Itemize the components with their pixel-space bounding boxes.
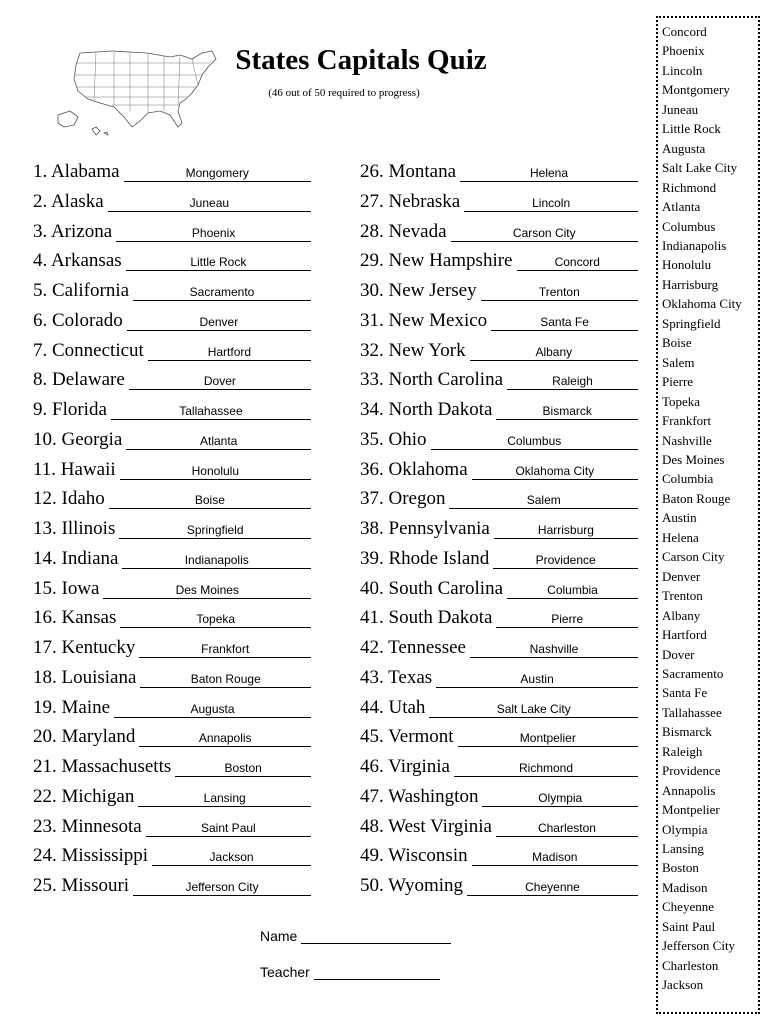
us-map-image <box>52 45 222 141</box>
question-row <box>360 426 640 456</box>
question-row <box>33 307 313 337</box>
question-row <box>360 694 640 724</box>
word-bank-item: Des Moines <box>662 451 725 467</box>
question-row <box>360 396 640 426</box>
answer-field[interactable]: Honolulu <box>120 464 311 480</box>
word-bank-item: Richmond <box>662 179 717 195</box>
question-row <box>360 634 640 664</box>
word-bank-item: Trenton <box>662 588 703 604</box>
name-field[interactable] <box>260 928 451 944</box>
question-label: 32. New York <box>360 339 466 361</box>
answer-field[interactable]: Topeka <box>120 612 311 628</box>
answer-field[interactable]: Charleston <box>496 821 638 837</box>
answer-field[interactable]: Bismarck <box>496 404 638 420</box>
question-label: 29. New Hampshire <box>360 250 513 272</box>
question-row <box>33 664 313 694</box>
question-label: 11. Hawaii <box>33 458 116 480</box>
question-label: 22. Michigan <box>33 785 135 807</box>
answer-field[interactable]: Albany <box>470 345 638 361</box>
question-label: 44. Utah <box>360 696 426 718</box>
question-label: 26. Montana <box>360 161 457 182</box>
word-bank-item: Nashville <box>662 432 712 448</box>
question-row <box>360 366 640 396</box>
word-bank-item: Denver <box>662 568 701 584</box>
word-bank-item: Columbia <box>662 471 714 487</box>
answer-field[interactable]: Jackson <box>152 850 311 866</box>
word-bank-item: Atlanta <box>662 199 701 215</box>
question-label: 10. Georgia <box>33 428 123 450</box>
name-label: Name <box>260 928 298 944</box>
question-row <box>360 158 640 188</box>
question-row <box>33 456 313 486</box>
question-label: 19. Maine <box>33 696 111 718</box>
answer-field[interactable]: Springfield <box>119 523 311 539</box>
word-bank-item: Annapolis <box>662 782 716 798</box>
question-row <box>33 426 313 456</box>
word-bank-item: Madison <box>662 879 708 895</box>
question-label: 14. Indiana <box>33 547 119 569</box>
answer-field[interactable]: Saint Paul <box>146 821 311 837</box>
question-label: 13. Illinois <box>33 518 116 539</box>
question-label: 16. Kansas <box>33 607 117 629</box>
question-label: 31. New Mexico <box>360 309 488 331</box>
question-row <box>360 515 640 545</box>
question-label: 15. Iowa <box>33 577 100 599</box>
answer-field[interactable]: Austin <box>436 672 638 688</box>
answer-field[interactable]: Atlanta <box>126 434 311 450</box>
question-row <box>33 218 313 248</box>
question-label: 35. Ohio <box>360 428 427 450</box>
word-bank-item: Topeka <box>662 393 701 409</box>
word-bank-item: Montpelier <box>662 802 720 818</box>
question-label: 39. Rhode Island <box>360 547 490 569</box>
answer-field[interactable]: Little Rock <box>126 255 311 271</box>
answer-field[interactable]: Augusta <box>114 702 311 718</box>
answer-field[interactable]: Harrisburg <box>494 523 638 539</box>
question-row <box>33 158 313 188</box>
word-bank-item: Providence <box>662 763 721 779</box>
question-row <box>360 337 640 367</box>
word-bank-item: Pierre <box>662 374 694 390</box>
question-label: 23. Minnesota <box>33 815 142 837</box>
word-bank-item: Salt Lake City <box>662 160 738 176</box>
question-row <box>360 545 640 575</box>
answer-field[interactable]: Mongomery <box>124 166 311 182</box>
question-label: 17. Kentucky <box>33 637 136 658</box>
question-row <box>360 783 640 813</box>
word-bank-item: Columbus <box>662 218 716 234</box>
word-bank-item: Honolulu <box>662 257 712 273</box>
word-bank-item: Concord <box>662 24 707 39</box>
answer-field[interactable]: Madison <box>472 850 638 866</box>
question-row <box>360 723 640 753</box>
answer-field[interactable]: Santa Fe <box>491 315 638 331</box>
question-row <box>360 842 640 872</box>
question-label: 36. Oklahoma <box>360 458 468 480</box>
question-row <box>360 485 640 515</box>
answer-field[interactable]: Trenton <box>481 285 638 301</box>
answer-field[interactable]: Columbus <box>431 434 639 450</box>
answer-field[interactable]: Nashville <box>470 642 638 658</box>
word-bank-item: Albany <box>662 607 701 623</box>
answer-field[interactable]: Olympia <box>482 791 638 807</box>
answer-field[interactable]: Raleigh <box>507 374 638 390</box>
word-bank-item: Carson City <box>662 549 725 565</box>
word-bank <box>656 16 760 1014</box>
question-row <box>33 783 313 813</box>
word-bank-item: Bismarck <box>662 724 712 740</box>
page-subtitle: (46 out of 50 required to progress) <box>268 87 420 99</box>
word-bank-item: Boise <box>662 335 692 351</box>
question-label: 28. Nevada <box>360 220 447 242</box>
question-label: 49. Wisconsin <box>360 845 468 867</box>
answer-field[interactable]: Lansing <box>138 791 311 807</box>
teacher-field[interactable] <box>260 964 440 980</box>
question-row <box>33 842 313 872</box>
question-label: 41. South Dakota <box>360 607 493 629</box>
word-bank-item: Helena <box>662 529 699 545</box>
question-label: 21. Massachusetts <box>33 756 172 777</box>
name-line[interactable] <box>301 929 451 944</box>
answer-field[interactable]: Boston <box>175 761 311 777</box>
question-row <box>360 188 640 218</box>
answer-field[interactable]: Boise <box>109 493 311 509</box>
question-row <box>33 188 313 218</box>
question-label: 3. Arizona <box>33 220 113 242</box>
question-label: 18. Louisiana <box>33 666 137 688</box>
question-label: 7. Connecticut <box>33 339 144 361</box>
question-row <box>360 872 640 902</box>
answer-field[interactable]: Carson City <box>451 226 638 242</box>
answer-field[interactable]: Lincoln <box>464 196 638 212</box>
question-label: 33. North Carolina <box>360 369 504 391</box>
question-row <box>360 456 640 486</box>
word-bank-item: Saint Paul <box>662 918 716 934</box>
question-row <box>33 813 313 843</box>
word-bank-item: Sacramento <box>662 665 724 681</box>
question-label: 45. Vermont <box>360 726 454 748</box>
answer-field[interactable]: Columbia <box>507 583 638 599</box>
word-bank-item: Raleigh <box>662 743 703 759</box>
question-label: 6. Colorado <box>33 309 123 331</box>
question-row <box>33 634 313 664</box>
answer-field[interactable]: Tallahassee <box>111 404 311 420</box>
question-label: 34. North Dakota <box>360 399 493 420</box>
question-label: 1. Alabama <box>33 161 120 182</box>
word-bank-item: Indianapolis <box>662 237 727 253</box>
answer-field[interactable]: Richmond <box>454 761 638 777</box>
question-row <box>360 575 640 605</box>
word-bank-item: Oklahoma City <box>662 296 742 312</box>
word-bank-item: Little Rock <box>662 121 721 137</box>
question-label: 37. Oregon <box>360 488 446 510</box>
teacher-label: Teacher <box>260 964 310 980</box>
question-label: 43. Texas <box>360 666 433 688</box>
question-row <box>360 277 640 307</box>
question-label: 5. California <box>33 280 130 301</box>
question-label: 20. Maryland <box>33 726 136 748</box>
question-row <box>33 575 313 605</box>
word-bank-item: Springfield <box>662 315 721 331</box>
answer-field[interactable]: Frankfort <box>139 642 311 658</box>
answer-field[interactable]: Des Moines <box>103 583 311 599</box>
question-label: 9. Florida <box>33 399 107 420</box>
word-bank-item: Jefferson City <box>662 938 736 954</box>
word-bank-item: Frankfort <box>662 413 712 429</box>
question-row <box>360 247 640 277</box>
answer-field[interactable]: Indianapolis <box>122 553 311 569</box>
answer-field[interactable]: Salt Lake City <box>429 702 638 718</box>
word-bank-item: Boston <box>662 860 699 876</box>
question-label: 2. Alaska <box>33 190 104 212</box>
answer-field[interactable]: Jefferson City <box>133 880 311 896</box>
question-row <box>360 604 640 634</box>
word-bank-item: Jackson <box>662 977 704 993</box>
question-row <box>33 694 313 724</box>
question-row <box>33 247 313 277</box>
answer-field[interactable]: Baton Rouge <box>140 672 311 688</box>
answer-field[interactable]: Salem <box>449 493 638 509</box>
question-label: 12. Idaho <box>33 488 105 510</box>
question-row <box>33 872 313 902</box>
word-bank-list <box>662 22 742 995</box>
word-bank-item: Lansing <box>662 841 704 857</box>
word-bank-item: Cheyenne <box>662 899 714 915</box>
question-row <box>360 307 640 337</box>
question-label: 8. Delaware <box>33 369 125 391</box>
answer-field[interactable]: Annapolis <box>139 731 311 747</box>
word-bank-item: Montgomery <box>662 82 730 98</box>
questions-column-left <box>33 158 313 902</box>
answer-field[interactable]: Pierre <box>496 612 638 628</box>
word-bank-item: Harrisburg <box>662 276 719 292</box>
question-label: 25. Missouri <box>33 875 130 896</box>
word-bank-item: Phoenix <box>662 43 705 59</box>
question-row <box>33 277 313 307</box>
word-bank-item: Juneau <box>662 101 699 117</box>
question-label: 30. New Jersey <box>360 280 477 301</box>
question-row <box>360 753 640 783</box>
question-label: 47. Washington <box>360 785 479 807</box>
question-label: 42. Tennessee <box>360 637 466 658</box>
question-row <box>33 515 313 545</box>
page-title: States Capitals Quiz <box>235 44 487 76</box>
answer-field[interactable]: Providence <box>493 553 638 569</box>
word-bank-item: Dover <box>662 646 695 662</box>
answer-field[interactable]: Phoenix <box>116 226 311 242</box>
answer-field[interactable]: Dover <box>129 374 311 390</box>
answer-field[interactable]: Sacramento <box>133 285 311 301</box>
word-bank-item: Lincoln <box>662 62 703 78</box>
answer-field[interactable]: Montpelier <box>458 731 638 747</box>
word-bank-item: Salem <box>662 354 695 370</box>
word-bank-item: Augusta <box>662 140 706 156</box>
question-label: 24. Mississippi <box>33 845 149 867</box>
question-row <box>33 545 313 575</box>
question-row <box>33 485 313 515</box>
word-bank-item: Baton Rouge <box>662 490 731 506</box>
word-bank-item: Charleston <box>662 957 719 973</box>
answer-field[interactable]: Oklahoma City <box>472 464 638 480</box>
question-row <box>33 337 313 367</box>
teacher-line[interactable] <box>314 965 440 980</box>
word-bank-item: Austin <box>662 510 697 526</box>
word-bank-item: Hartford <box>662 627 707 643</box>
questions-column-right <box>360 158 640 902</box>
question-row <box>360 664 640 694</box>
question-label: 4. Arkansas <box>33 250 122 272</box>
answer-field[interactable]: Cheyenne <box>467 880 638 896</box>
word-bank-item: Tallahassee <box>662 704 722 720</box>
word-bank-item: Santa Fe <box>662 685 708 701</box>
word-bank-item: Olympia <box>662 821 708 837</box>
question-label: 46. Virginia <box>360 756 450 777</box>
answer-field[interactable]: Hartford <box>148 345 311 361</box>
question-row <box>33 396 313 426</box>
question-label: 38. Pennsylvania <box>360 518 490 539</box>
question-row <box>360 218 640 248</box>
question-label: 48. West Virginia <box>360 815 492 837</box>
question-label: 50. Wyoming <box>360 875 464 896</box>
question-row <box>33 753 313 783</box>
answer-field[interactable]: Helena <box>460 166 638 182</box>
question-row <box>33 723 313 753</box>
answer-field[interactable]: Concord <box>517 255 639 271</box>
answer-field[interactable]: Juneau <box>108 196 311 212</box>
answer-field[interactable]: Denver <box>127 315 311 331</box>
question-row <box>33 366 313 396</box>
question-label: 40. South Carolina <box>360 577 504 599</box>
question-row <box>33 604 313 634</box>
question-label: 27. Nebraska <box>360 190 461 212</box>
question-row <box>360 813 640 843</box>
